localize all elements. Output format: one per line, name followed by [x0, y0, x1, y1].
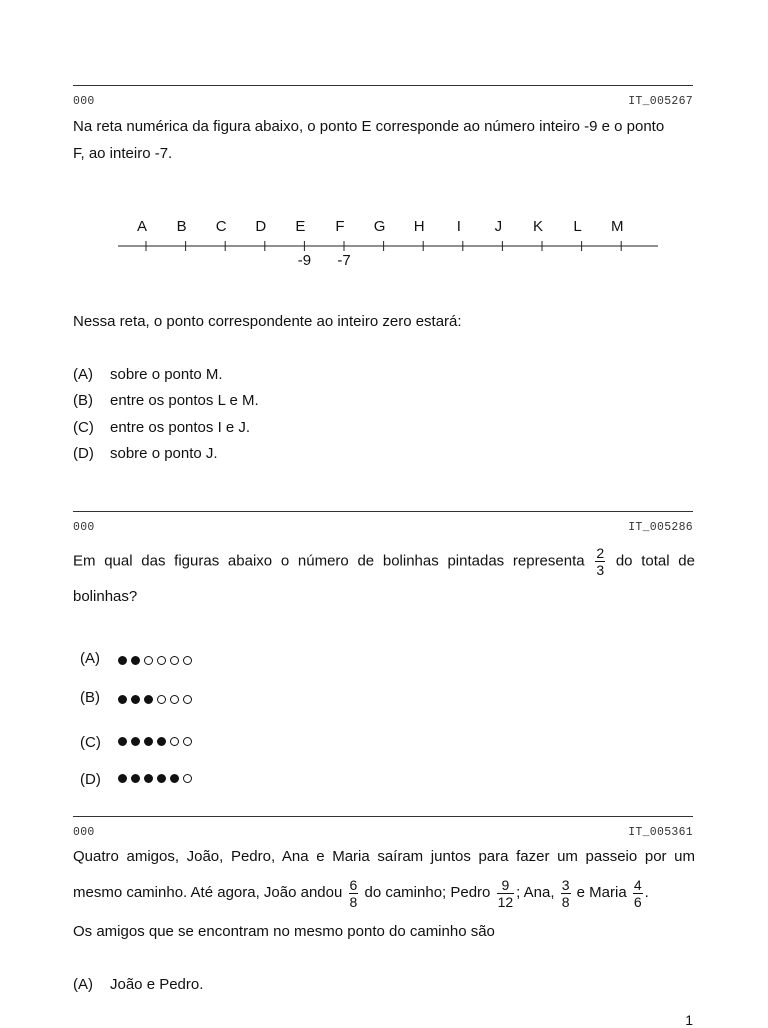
- q3-text: .: [644, 884, 649, 901]
- option-text: sobre o ponto J.: [110, 445, 218, 462]
- fraction: [497, 877, 515, 910]
- q2-option-a[interactable]: [80, 649, 100, 669]
- point-label-e: E: [295, 218, 306, 235]
- q2-question-line2: bolinhas?: [73, 588, 138, 605]
- fraction: [561, 877, 571, 910]
- empty-dot: [183, 656, 192, 665]
- fraction-numerator: 2: [596, 545, 605, 561]
- empty-dot: [170, 737, 179, 746]
- item-code-right: IT_005267: [628, 95, 693, 108]
- point-label-j: J: [494, 218, 503, 235]
- point-label-k: K: [532, 218, 544, 235]
- q3-line1: Quatro amigos, João, Pedro, Ana e Maria saíram juntos para fazer um passeio por um: [73, 848, 695, 865]
- filled-dot: [144, 737, 153, 746]
- point-label-c: C: [215, 218, 227, 235]
- option-label: (D): [73, 445, 94, 462]
- page-number: 1: [685, 1012, 693, 1028]
- point-label-i: I: [456, 218, 461, 235]
- empty-dot: [144, 656, 153, 665]
- filled-dot: [157, 737, 166, 746]
- filled-dot: [131, 774, 140, 783]
- fraction-denominator: 12: [497, 893, 514, 910]
- point-label-f: F: [335, 218, 345, 235]
- point-label-l: L: [573, 218, 582, 235]
- filled-dot: [118, 656, 127, 665]
- q1-option-c[interactable]: [73, 418, 250, 438]
- option-label: (B): [73, 392, 93, 409]
- option-label: (A): [80, 650, 100, 667]
- q3-option-a[interactable]: [73, 975, 203, 995]
- fraction-denominator: 6: [633, 893, 642, 910]
- q3-line2: [73, 873, 695, 913]
- point-label-g: G: [373, 218, 386, 235]
- option-text: João e Pedro.: [110, 976, 204, 993]
- filled-dot: [118, 737, 127, 746]
- fraction-numerator: 6: [349, 876, 358, 893]
- q3-text: mesmo caminho. Até agora, João andou: [73, 884, 343, 901]
- point-label-b: B: [176, 218, 187, 235]
- point-label-h: H: [413, 218, 425, 235]
- item-code-right: IT_005361: [628, 826, 693, 839]
- q2-dots-b: [118, 691, 196, 705]
- number-line-axis: [0, 0, 768, 300]
- q2-dots-a: [118, 652, 196, 666]
- option-label: (A): [73, 976, 93, 993]
- q2-option-d[interactable]: [80, 770, 101, 790]
- q1-option-a[interactable]: [73, 365, 223, 385]
- point-value-e: -9: [297, 252, 312, 269]
- item-code-right: IT_005286: [628, 521, 693, 534]
- q2-dots-c: [118, 733, 196, 747]
- item-code-left: 000: [73, 521, 95, 534]
- option-label: (B): [80, 689, 100, 706]
- filled-dot: [144, 774, 153, 783]
- filled-dot: [118, 774, 127, 783]
- q1-option-d[interactable]: [73, 444, 218, 464]
- fraction-denominator: 8: [561, 893, 570, 910]
- option-label: (C): [80, 734, 101, 751]
- q2-dots-d: [118, 770, 196, 784]
- empty-dot: [183, 774, 192, 783]
- empty-dot: [157, 656, 166, 665]
- option-text: sobre o ponto M.: [110, 366, 223, 383]
- empty-dot: [183, 695, 192, 704]
- option-text: entre os pontos I e J.: [110, 419, 251, 436]
- fraction: [349, 877, 359, 910]
- fraction-numerator: 4: [633, 876, 642, 893]
- filled-dot: [131, 737, 140, 746]
- empty-dot: [170, 695, 179, 704]
- q1-option-b[interactable]: [73, 391, 259, 411]
- item-code-left: 000: [73, 826, 95, 839]
- q1-intro-line2: F, ao inteiro -7.: [73, 145, 173, 162]
- filled-dot: [170, 774, 179, 783]
- filled-dot: [131, 695, 140, 704]
- q3-text: e Maria: [576, 884, 627, 901]
- filled-dot: [131, 656, 140, 665]
- q2-option-b[interactable]: [80, 688, 100, 708]
- fraction: [595, 545, 605, 578]
- separator-rule: [73, 511, 693, 512]
- point-label-a: A: [136, 218, 148, 235]
- fraction-denominator: 3: [596, 562, 605, 578]
- option-label: (C): [73, 419, 94, 436]
- filled-dot: [157, 774, 166, 783]
- point-value-f: -7: [337, 252, 351, 269]
- option-label: (A): [73, 366, 93, 383]
- fraction-numerator: 3: [561, 876, 570, 893]
- option-label: (D): [80, 771, 101, 788]
- q3-text: do caminho; Pedro: [364, 884, 491, 901]
- q1-intro-line1: Na reta numérica da figura abaixo, o ponto E corresponde ao número inteiro -9 e o ponto: [73, 118, 665, 135]
- q2-text-after: do total de: [615, 552, 695, 570]
- separator-rule: [73, 816, 693, 817]
- number-line: [0, 0, 768, 300]
- q1-question: Nessa reta, o ponto correspondente ao inteiro zero estará:: [73, 313, 462, 330]
- q3-line3: Os amigos que se encontram no mesmo ponto do caminho são: [73, 923, 495, 940]
- point-label-d: D: [255, 218, 267, 235]
- filled-dot: [144, 695, 153, 704]
- item-code-left: 000: [73, 95, 95, 108]
- q2-text-before: Em qual das figuras abaixo o número de bolinhas pintadas representa: [73, 552, 585, 570]
- fraction-denominator: 8: [349, 893, 358, 910]
- filled-dot: [118, 695, 127, 704]
- empty-dot: [183, 737, 192, 746]
- q2-option-c[interactable]: [80, 733, 101, 753]
- empty-dot: [157, 695, 166, 704]
- q3-text: ; Ana,: [516, 884, 555, 901]
- fraction: [633, 877, 643, 910]
- option-text: entre os pontos L e M.: [110, 392, 259, 409]
- q2-question-line1: [73, 545, 695, 578]
- point-label-m: M: [610, 218, 624, 235]
- empty-dot: [170, 656, 179, 665]
- fraction-numerator: 9: [497, 877, 515, 894]
